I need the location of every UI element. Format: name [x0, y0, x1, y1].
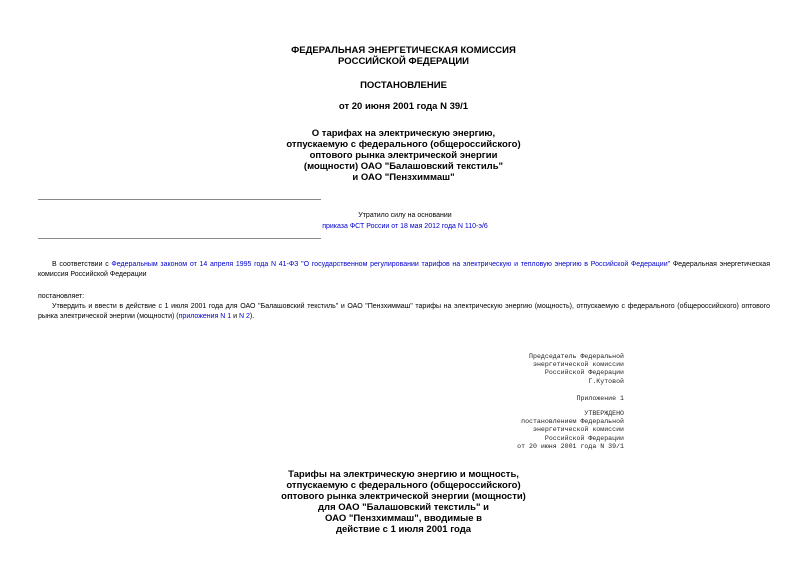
appendix-title-line: отпускаемую с федерального (общероссийского)	[286, 480, 521, 491]
subject-line: оптового рынка электрической энергии	[309, 150, 498, 161]
federal-law-link[interactable]: Федеральным законом от 14 апреля 1995 года N 41-ФЗ "О государственном регулировании тарифов на электрическую и тепловую энергию в Российской Федерации"	[111, 261, 671, 268]
appendix-title	[0, 469, 807, 535]
signature-line: Российской Федерации	[544, 369, 624, 377]
appendix-title-line: действие с 1 июля 2001 года	[335, 524, 472, 535]
appendix-title-line: ОАО "Пензхиммаш", вводимые в	[324, 513, 483, 524]
divider-bottom	[38, 238, 321, 239]
signature-block	[529, 353, 624, 386]
subject-line: отпускаемую с федерального (общероссийского)	[286, 139, 521, 150]
repeal-order-link[interactable]: приказа ФСТ России от 18 мая 2012 года N 110-э/6	[322, 223, 488, 230]
approval-line: энергетической комиссии	[532, 426, 624, 434]
appendix-title-line: Тарифы на электрическую энергию и мощность,	[288, 469, 519, 480]
subject-line: О тарифах на электрическую энергию,	[311, 128, 496, 139]
preamble-paragraph	[38, 260, 770, 280]
signature-line: энергетической комиссии	[532, 361, 624, 369]
operative-paragraph	[38, 302, 770, 322]
document-type: ПОСТАНОВЛЕНИЕ	[360, 80, 447, 91]
operative-end: ).	[249, 313, 255, 320]
document-subject	[0, 128, 807, 183]
subject-line: (мощности) ОАО "Балашовский текстиль"	[303, 161, 504, 172]
approval-block	[517, 410, 624, 451]
appendix-label: Приложение 1	[576, 395, 624, 402]
appendix-2-link[interactable]: N 2	[239, 313, 250, 320]
authority-line-2: РОССИЙСКОЙ ФЕДЕРАЦИИ	[337, 56, 469, 67]
document-date: от 20 июня 2001 года N 39/1	[338, 101, 469, 112]
appendix-title-line: для ОАО "Балашовский текстиль" и	[318, 502, 489, 513]
subject-line: и ОАО "Пензхиммаш"	[352, 172, 455, 183]
appendix-title-line: оптового рынка электрической энергии (мощности)	[281, 491, 526, 502]
operative-and: и	[231, 313, 240, 320]
operative-text: Утвердить и ввести в действие с 1 июля 2001 года для ОАО "Балашовский текстиль" и ОАО "Пензхиммаш" тарифы на электрическую энергию (мощность), отпускаемую с федерального (общероссийского) оптового рынка электрической энергии (мощности) (	[38, 303, 770, 320]
resolves-label: постановляет:	[38, 293, 85, 300]
approval-line: Российской Федерации	[544, 434, 624, 442]
signature-line: Председатель Федеральной	[529, 353, 624, 360]
approval-line: УТВЕРЖДЕНО	[584, 410, 624, 417]
issuing-authority	[0, 45, 807, 67]
appendix-1-link[interactable]: приложения N 1	[178, 313, 232, 320]
approval-line: от 20 июня 2001 года N 39/1	[517, 442, 624, 450]
authority-line-1: ФЕДЕРАЛЬНАЯ ЭНЕРГЕТИЧЕСКАЯ КОМИССИЯ	[291, 45, 516, 56]
preamble-prefix: В соответствии с	[52, 261, 112, 268]
divider-top	[38, 199, 321, 200]
preamble-suffix: Федеральная энергетическая комиссия Российской Федерации	[38, 261, 770, 278]
approval-line: постановлением Федеральной	[521, 418, 624, 426]
signature-line: Г.Кутовой	[588, 377, 624, 385]
status-note-link-row	[300, 221, 510, 232]
status-note: Утратило силу на основании	[358, 212, 452, 219]
